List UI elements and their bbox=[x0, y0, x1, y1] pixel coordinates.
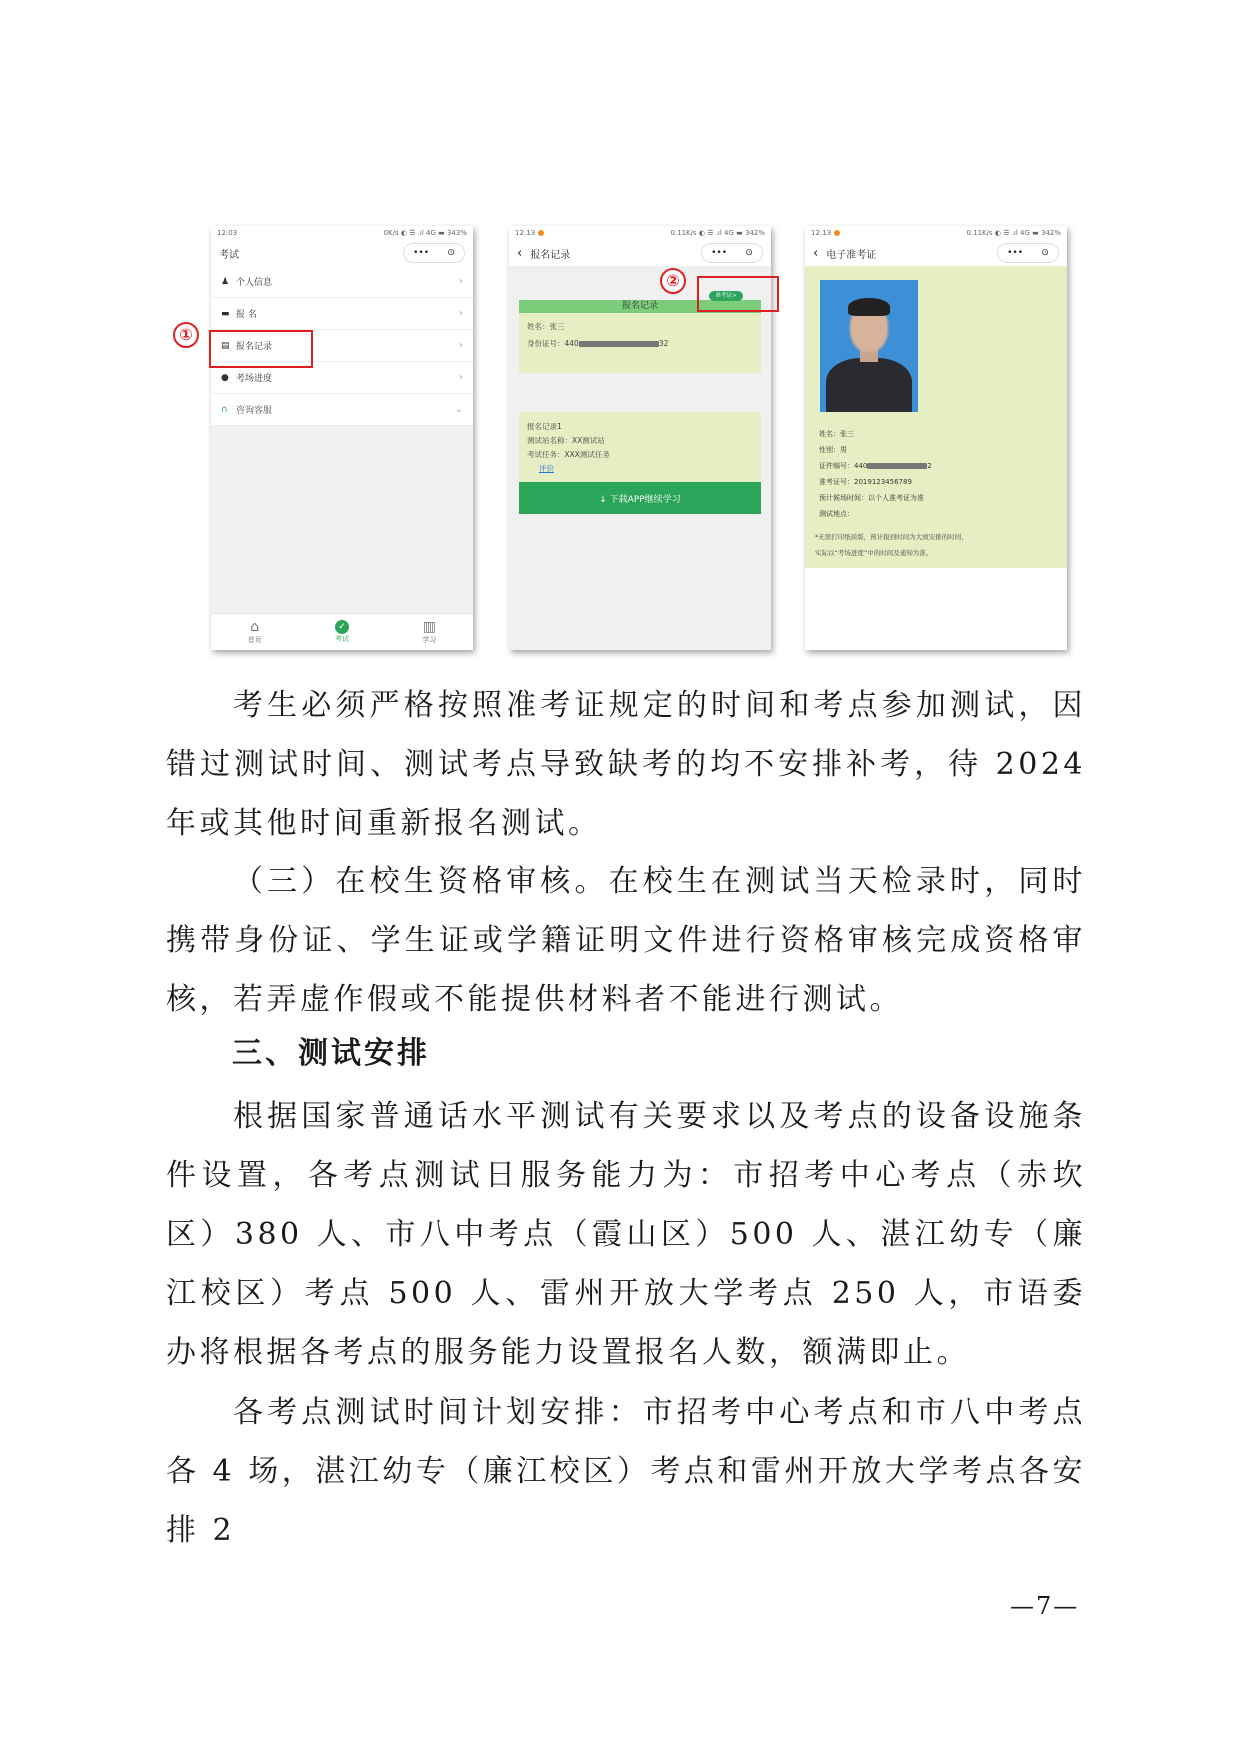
step-marker-2: ② bbox=[660, 268, 686, 294]
more-icon[interactable]: ••• bbox=[1007, 248, 1024, 258]
card-header: 报名记录 bbox=[519, 300, 761, 313]
section-heading: 三、测试安排 bbox=[232, 1036, 430, 1071]
ticket-info bbox=[819, 426, 1057, 522]
redacted-block bbox=[867, 463, 927, 469]
candidate-id: 身份证号：440 32 bbox=[527, 339, 669, 348]
menu-item-label: 个人信息 bbox=[236, 278, 273, 288]
record-station: 测试站名称：XX测试站 bbox=[527, 436, 605, 445]
menu-item-personal-info[interactable] bbox=[211, 266, 473, 298]
back-arrow-icon[interactable]: ‹ bbox=[813, 245, 819, 261]
menu-item-label: 考场进度 bbox=[236, 374, 273, 384]
step-marker-1: ① bbox=[173, 322, 199, 348]
tab-exam[interactable] bbox=[335, 620, 349, 644]
menu-item-register[interactable] bbox=[211, 298, 473, 330]
record-task: 考试任务：XXX测试任务 bbox=[527, 450, 610, 459]
status-bar bbox=[805, 226, 1067, 240]
highlight-box-registration-record bbox=[209, 330, 313, 368]
screenshot-e-admission-ticket bbox=[805, 226, 1067, 650]
more-icon[interactable]: ••• bbox=[711, 248, 728, 258]
chevron-right-icon: › bbox=[459, 308, 463, 319]
status-icons: 0.11K/s ◐ ☰ .ıl 4G ▬ 342% bbox=[966, 229, 1061, 237]
clock-icon: ● bbox=[221, 372, 229, 383]
status-bar bbox=[211, 226, 473, 240]
miniprogram-capsule[interactable] bbox=[701, 243, 763, 263]
tab-home[interactable] bbox=[248, 619, 262, 645]
candidate-name: 姓名：张三 bbox=[527, 322, 565, 331]
status-time: 12:13 bbox=[515, 229, 544, 237]
status-bar bbox=[509, 226, 771, 240]
home-icon: ⌂ bbox=[250, 619, 260, 635]
ticket-place: 测试地点： bbox=[819, 510, 854, 518]
close-target-icon[interactable]: ⊙ bbox=[447, 248, 455, 258]
note-line: *无需打印纸质版，预计报到时间为大致安排的时间， bbox=[815, 533, 968, 541]
chevron-right-icon: › bbox=[459, 372, 463, 383]
page-title: 电子准考证 bbox=[826, 249, 877, 261]
close-target-icon[interactable]: ⊙ bbox=[1041, 248, 1049, 258]
content-area bbox=[509, 266, 771, 650]
status-icons: 0.11K/s ◐ ☰ .ıl 4G ▬ 342% bbox=[670, 229, 765, 237]
person-icon: ♟ bbox=[221, 276, 230, 287]
paragraph-absence-policy: 考生必须严格按照准考证规定的时间和考点参加测试，因错过测试时间、测试考点导致缺考的均不安排补考，待 2024 年或其他时间重新报名测试。 bbox=[166, 688, 1086, 841]
record-title: 报名记录1 bbox=[527, 422, 562, 431]
screenshot-exam-menu bbox=[211, 226, 473, 650]
status-time: 12:13 bbox=[811, 229, 840, 237]
chevron-down-icon: ⌄ bbox=[454, 404, 463, 415]
page-title: 考试 bbox=[219, 249, 239, 261]
paragraph-student-qualification: （三）在校生资格审核。在校生在测试当天检录时，同时携带身份证、学生证或学籍证明文件进行资格审核完成资格审核，若弄虚作假或不能提供材料者不能进行测试。 bbox=[166, 864, 1086, 1017]
empty-area bbox=[211, 426, 473, 614]
exam-icon: ✓ bbox=[335, 620, 349, 634]
admission-ticket-button[interactable]: 准考证> bbox=[709, 291, 743, 301]
menu-item-label: 报 名 bbox=[236, 310, 257, 320]
status-time: 12:03 bbox=[217, 229, 238, 237]
notification-dot-icon bbox=[538, 230, 544, 236]
chevron-right-icon: › bbox=[459, 340, 463, 351]
paragraph-test-capacity: 根据国家普通话水平测试有关要求以及考点的设备设施条件设置，各考点测试日服务能力为：市招考中心考点（赤坎区）380 人、市八中考点（霞山区）500 人、湛江幼专（廉江校区）考点 500 人、雷州开放大学考点 250 人，市语委办将根据各考点的服务能力设置报名人数，额满即止。 bbox=[166, 1099, 1086, 1370]
close-target-icon[interactable]: ⊙ bbox=[745, 248, 753, 258]
miniprogram-capsule[interactable] bbox=[997, 243, 1059, 263]
nav-bar bbox=[211, 240, 473, 266]
nav-bar bbox=[509, 240, 771, 266]
tab-bar bbox=[211, 613, 473, 650]
candidate-photo bbox=[820, 280, 918, 412]
page-title: 报名记录 bbox=[530, 249, 571, 261]
back-arrow-icon[interactable]: ‹ bbox=[517, 245, 523, 261]
notification-dot-icon bbox=[834, 230, 840, 236]
ticket-note bbox=[815, 529, 1061, 561]
ticket-number: 准考证号：2019123456789 bbox=[819, 478, 912, 486]
content-area bbox=[805, 266, 1067, 650]
redacted-block bbox=[579, 341, 659, 347]
download-app-button[interactable]: ↓ 下载APP继续学习 bbox=[519, 482, 761, 514]
book-icon: ▥ bbox=[422, 619, 436, 635]
review-link[interactable]: 评价 bbox=[539, 464, 554, 473]
card-icon: ▬ bbox=[221, 308, 230, 319]
ticket-gender: 性别：男 bbox=[819, 446, 847, 454]
ticket-id: 证件编号：440 2 bbox=[819, 462, 932, 470]
record-icon: ▤ bbox=[221, 340, 230, 351]
ticket-name: 姓名：张三 bbox=[819, 430, 854, 438]
menu-item-label: 咨询客服 bbox=[236, 406, 273, 416]
chevron-right-icon: › bbox=[459, 276, 463, 287]
highlight-box-admission-ticket bbox=[697, 276, 779, 312]
status-icons: 0K/s ◐ ☰ .ıl 4G ▬ 343% bbox=[383, 229, 467, 237]
tab-label: 首页 bbox=[247, 636, 262, 644]
more-icon[interactable]: ••• bbox=[413, 248, 430, 258]
paragraph-test-schedule: 各考点测试时间计划安排：市招考中心考点和市八中考点各 4 场，湛江幼专（廉江校区）考点和雷州开放大学考点各安排 2 bbox=[166, 1395, 1086, 1548]
note-line: 实际以“考场进度”中的时间及通知为准。 bbox=[815, 549, 933, 557]
headset-icon: ∩ bbox=[221, 404, 228, 415]
tab-label: 考试 bbox=[334, 635, 349, 643]
tab-study[interactable] bbox=[422, 619, 436, 645]
tab-label: 学习 bbox=[422, 636, 437, 644]
nav-bar bbox=[805, 240, 1067, 266]
miniprogram-capsule[interactable] bbox=[403, 243, 465, 263]
menu-item-label: 报名记录 bbox=[236, 342, 273, 352]
page-number: —7— bbox=[1010, 1592, 1080, 1620]
menu-item-customer-service[interactable] bbox=[211, 394, 473, 426]
ticket-card bbox=[805, 266, 1067, 568]
ticket-time: 预计候场时间：以个人准考证为准 bbox=[819, 494, 924, 502]
